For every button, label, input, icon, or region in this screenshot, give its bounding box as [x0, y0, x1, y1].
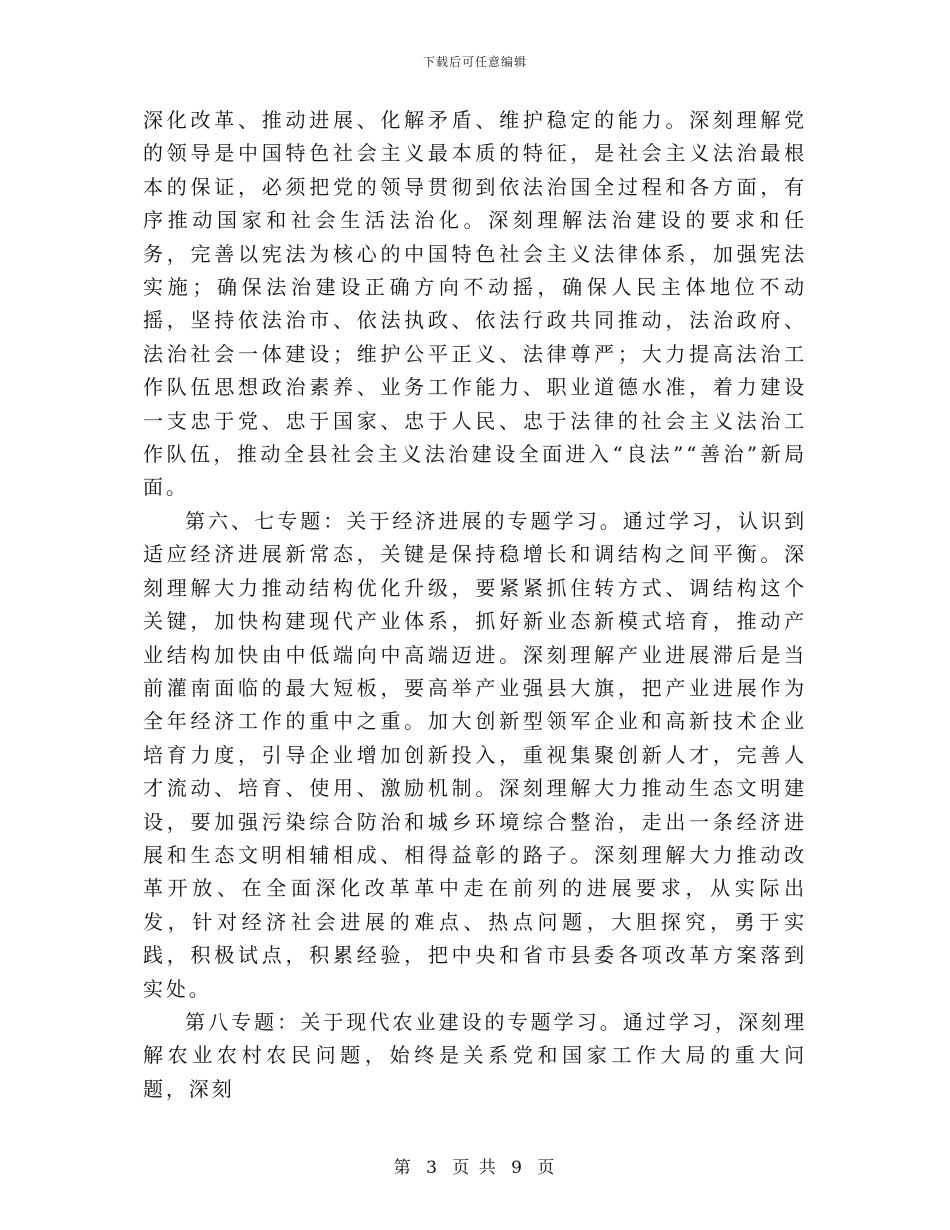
- header-text: 下载后可任意编辑: [422, 55, 527, 69]
- paragraph-continued: 深化改革、推动进展、化解矛盾、维护稳定的能力。深刻理解党的领导是中国特色社会主义最本质的特征，是社会主义法治最根本的保证，必须把党的领导贯彻到依法治国全过程和各方面，有序推动国家和社会生活法治化。深刻理解法治建设的要求和任务，完善以宪法为核心的中国特色社会主义法律体系，加强宪法实施；确保法治建设正确方向不动摇，确保人民主体地位不动摇，坚持依法治市、依法执政、依法行政共同推动，法治政府、法治社会一体建设；维护公平正义、法律尊严；大力提高法治工作队伍思想政治素养、业务工作能力、职业道德水准，着力建设一支忠于党、忠于国家、忠于人民、忠于法律的社会主义法治工作队伍，推动全县社会主义法治建设全面进入“良法”“善治”新局面。: [143, 108, 807, 500]
- paragraph-economy-topic: 第六、七专题：关于经济进展的专题学习。通过学习，认识到适应经济进展新常态，关键是保持稳增长和调结构之间平衡。深刻理解大力推动结构优化升级，要紧紧抓住转方式、调结构这个关键，加快构建现代产业体系，抓好新业态新模式培育，推动产业结构加快由中低端向中高端迈进。深刻理解产业进展滞后是当前灌南面临的最大短板，要高举产业强县大旗，把产业进展作为全年经济工作的重中之重。加大创新型领军企业和高新技术企业培育力度，引导企业增加创新投入，重视集聚创新人才，完善人才流动、培育、使用、激励机制。深刻理解大力推动生态文明建设，要加强污染综合防治和城乡环境综合整治，走出一条经济进展和生态文明相辅相成、相得益彰的路子。深刻理解大力推动改革开放、在全面深化改革革中走在前列的进展要求，从实际出发，针对经济社会进展的难点、热点问题，大胆探究，勇于实践，积极试点，积累经验，把中央和省市县委各项改革方案落到实处。: [143, 508, 807, 1001]
- total-page-count: 9: [511, 1158, 524, 1178]
- page-label-suffix: 页: [537, 1158, 557, 1178]
- page-label-prefix: 第: [393, 1158, 413, 1178]
- page-label-mid: 页 共: [452, 1158, 498, 1178]
- page-header: [0, 53, 950, 70]
- document-body: [143, 104, 807, 1106]
- page-footer: [0, 1153, 950, 1178]
- paragraph-agriculture-topic: 第八专题：关于现代农业建设的专题学习。通过学习，深刻理解农业农村农民问题，始终是关系党和国家工作大局的重大问题，深刻: [143, 1009, 807, 1101]
- current-page-number: 3: [426, 1158, 439, 1178]
